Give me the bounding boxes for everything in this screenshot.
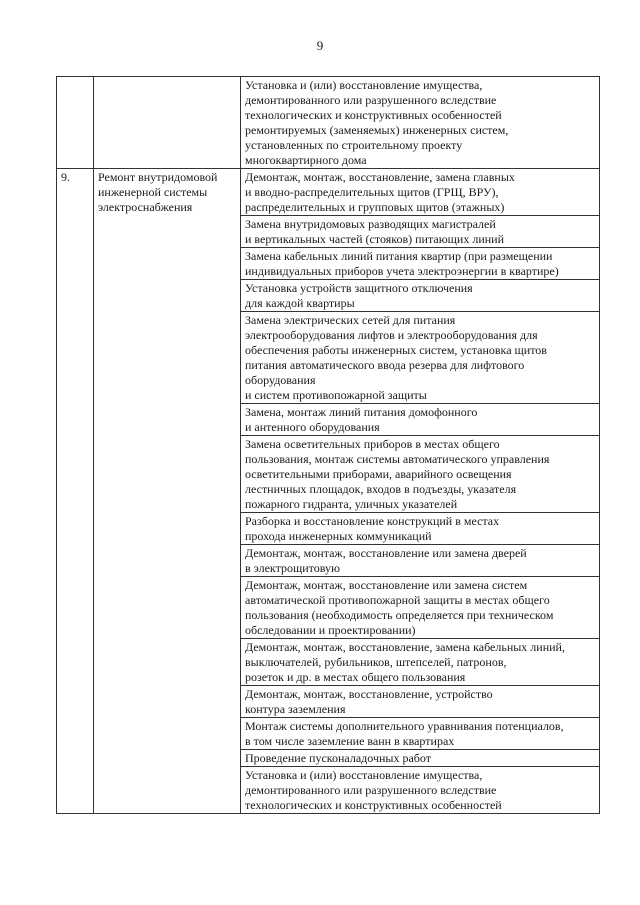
system-name-cell	[94, 169, 241, 814]
work-item-line: и систем противопожарной защиты	[245, 388, 427, 402]
work-item-cell	[241, 436, 600, 513]
work-item-line: Демонтаж, монтаж, восстановление, замена главных	[245, 170, 515, 184]
work-item-cell	[241, 248, 600, 280]
row-number-cell	[57, 77, 94, 169]
work-item-line: автоматической противопожарной защиты в местах общего	[245, 593, 550, 607]
work-item-line: оборудования	[245, 373, 316, 387]
works-table	[56, 76, 600, 814]
work-item-line: Установка и (или) восстановление имущества,	[245, 768, 483, 782]
work-item-line: Проведение пусконаладочных работ	[245, 751, 431, 765]
work-item-cell	[241, 767, 600, 814]
work-item-cell	[241, 545, 600, 577]
work-item-cell	[241, 404, 600, 436]
work-item-line: Замена электрических сетей для питания	[245, 313, 456, 327]
work-item-line: контура заземления	[245, 702, 346, 716]
work-item-line: осветительными приборами, аварийного освещения	[245, 467, 512, 481]
work-item-line: питания автоматического ввода резерва для лифтового	[245, 358, 525, 372]
work-item-line: и вводно-распределительных щитов (ГРЩ, ВРУ),	[245, 185, 499, 199]
work-item-line: лестничных площадок, входов в подъезды, указателя	[245, 482, 517, 496]
work-item-line: пользования (необходимость определяется при техническом	[245, 608, 554, 622]
work-item-line: обеспечения работы инженерных систем, установка щитов	[245, 343, 547, 357]
work-item-cell	[241, 577, 600, 639]
work-item-line: Демонтаж, монтаж, восстановление или замена дверей	[245, 546, 527, 560]
work-item-line: пожарного гидранта, уличных указателей	[245, 497, 458, 511]
work-item-cell	[241, 280, 600, 312]
work-item-line: индивидуальных приборов учета электроэнергии в квартире)	[245, 264, 559, 278]
work-item-line: Разборка и восстановление конструкций в местах	[245, 514, 500, 528]
work-item-line: Замена кабельных линий питания квартир (при размещении	[245, 249, 553, 263]
work-item-cell	[241, 718, 600, 750]
work-item-line: Демонтаж, монтаж, восстановление или замена систем	[245, 578, 528, 592]
work-item-line: технологических и конструктивных особенностей	[245, 798, 502, 812]
work-item-line: Замена осветительных приборов в местах общего	[245, 437, 500, 451]
work-item-line: в том числе заземление ванн в квартирах	[245, 734, 455, 748]
system-name-line: электроснабжения	[98, 200, 193, 214]
work-item-line: демонтированного или разрушенного вследствие	[245, 783, 497, 797]
work-item-cell	[241, 686, 600, 718]
work-item-cell	[241, 169, 600, 216]
work-item-line: обследовании и проектировании)	[245, 623, 416, 637]
work-item-line: и вертикальных частей (стояков) питающих линий	[245, 232, 505, 246]
works-table-body	[57, 77, 600, 814]
work-item-line: выключателей, рубильников, штепселей, патронов,	[245, 655, 507, 669]
work-item-cell	[241, 750, 600, 767]
work-item-line: многоквартирного дома	[245, 153, 367, 167]
page-number: 9	[316, 38, 324, 53]
work-item-line: Установка устройств защитного отключения	[245, 281, 473, 295]
system-name-line: Ремонт внутридомовой	[98, 170, 218, 184]
work-item-line: распределительных и групповых щитов (этажных)	[245, 200, 505, 214]
work-item-cell	[241, 639, 600, 686]
table-row	[57, 77, 600, 169]
work-item-line: розеток и др. в местах общего пользования	[245, 670, 466, 684]
work-item-line: Монтаж системы дополнительного уравнивания потенциалов,	[245, 719, 564, 733]
work-item-line: для каждой квартиры	[245, 296, 355, 310]
work-item-line: Демонтаж, монтаж, восстановление, замена кабельных линий,	[245, 640, 565, 654]
work-item-line: ремонтируемых (заменяемых) инженерных систем,	[245, 123, 509, 137]
table-row	[57, 169, 600, 216]
work-item-cell	[241, 77, 600, 169]
work-item-cell	[241, 312, 600, 404]
work-item-line: Установка и (или) восстановление имущества,	[245, 78, 483, 92]
work-item-line: Демонтаж, монтаж, восстановление, устройство	[245, 687, 493, 701]
work-item-cell	[241, 513, 600, 545]
work-item-line: технологических и конструктивных особенностей	[245, 108, 502, 122]
work-item-cell	[241, 216, 600, 248]
work-item-line: демонтированного или разрушенного вследствие	[245, 93, 497, 107]
system-name-line: инженерной системы	[98, 185, 208, 199]
work-item-line: прохода инженерных коммуникаций	[245, 529, 432, 543]
work-item-line: в электрощитовую	[245, 561, 340, 575]
work-item-line: установленных по строительному проекту	[245, 138, 463, 152]
work-item-line: и антенного оборудования	[245, 420, 380, 434]
system-name-cell	[94, 77, 241, 169]
work-item-line: пользования, монтаж системы автоматического управления	[245, 452, 550, 466]
work-item-line: Замена внутридомовых разводящих магистралей	[245, 217, 496, 231]
row-number-cell: 9.	[57, 169, 94, 814]
work-item-line: электрооборудования лифтов и электрооборудования для	[245, 328, 538, 342]
work-item-line: Замена, монтаж линий питания домофонного	[245, 405, 478, 419]
